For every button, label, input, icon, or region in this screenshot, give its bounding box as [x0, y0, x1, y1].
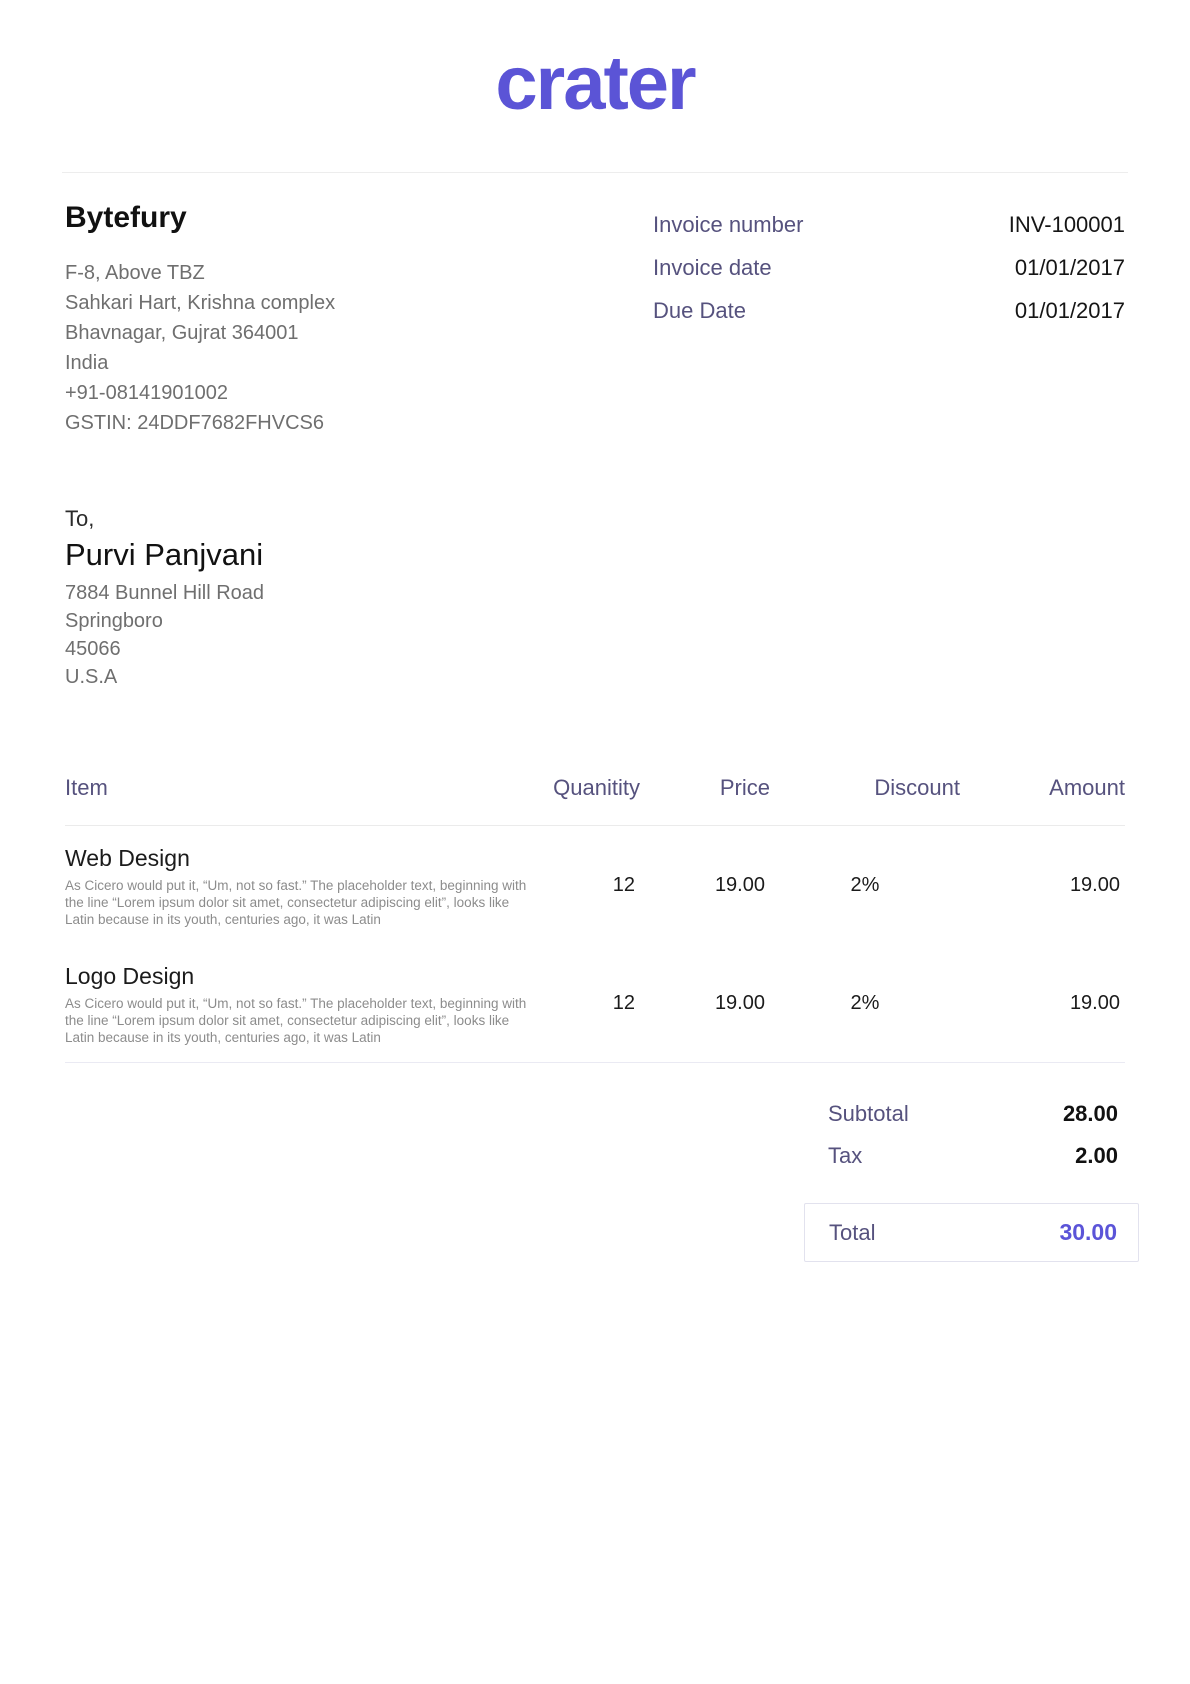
subtotal-value: 28.00	[1062, 1101, 1118, 1126]
logo-container	[0, 40, 1190, 130]
company-address	[65, 258, 653, 438]
item-cell	[65, 843, 535, 928]
company-block	[65, 200, 653, 438]
tax-label: Tax	[828, 1143, 863, 1168]
items-table-header	[65, 773, 1125, 826]
item-discount: 2%	[850, 992, 880, 1014]
company-gstin: GSTIN: 24DDF7682FHVCS6	[65, 412, 324, 434]
customer-address-line: 7884 Bunnel Hill Road	[65, 582, 265, 604]
invoice-number-row	[653, 210, 1125, 240]
customer-name: Purvi Panjvani	[65, 537, 264, 572]
customer-address	[65, 579, 1125, 691]
subtotal-label: Subtotal	[828, 1101, 909, 1126]
company-address-line: Sahkari Hart, Krishna complex	[65, 292, 336, 314]
tax-row	[828, 1141, 1125, 1171]
tax-value: 2.00	[1075, 1143, 1118, 1168]
item-price: 19.00	[714, 992, 765, 1014]
subtotal-row	[828, 1099, 1125, 1129]
item-amount: 19.00	[1069, 992, 1120, 1014]
grand-total-box	[804, 1203, 1139, 1262]
item-name: Logo Design	[65, 963, 195, 989]
company-address-line: Bhavnagar, Gujrat 364001	[65, 322, 299, 344]
invoice-date-row	[653, 253, 1125, 283]
bill-to-block	[65, 503, 1125, 691]
column-header-item: Item	[65, 775, 108, 800]
company-phone: +91-08141901002	[65, 382, 228, 404]
column-header-quantity: Quanitity	[553, 775, 640, 800]
bill-to-salutation: To,	[65, 506, 95, 531]
customer-address-line: U.S.A	[65, 666, 118, 688]
customer-address-line: 45066	[65, 638, 121, 660]
item-quantity: 12	[612, 874, 635, 896]
table-row	[65, 826, 1125, 944]
company-address-line: India	[65, 352, 109, 374]
due-date-row	[653, 296, 1125, 326]
invoice-number-value: INV-100001	[1008, 212, 1125, 237]
column-header-amount: Amount	[1049, 775, 1125, 800]
items-table	[65, 773, 1125, 1063]
invoice-meta-block	[653, 200, 1125, 438]
info-section	[65, 200, 1125, 438]
crater-logo: crater	[495, 41, 695, 126]
invoice-date-label: Invoice date	[653, 255, 772, 280]
item-cell	[65, 961, 535, 1046]
invoice-date-value: 01/01/2017	[1014, 255, 1125, 280]
due-date-value: 01/01/2017	[1014, 298, 1125, 323]
company-address-line: F-8, Above TBZ	[65, 262, 205, 284]
table-row	[65, 944, 1125, 1062]
totals-block	[828, 1099, 1125, 1262]
item-quantity: 12	[612, 992, 635, 1014]
item-name: Web Design	[65, 845, 190, 871]
column-header-price: Price	[719, 775, 770, 800]
item-discount: 2%	[850, 874, 880, 896]
item-price: 19.00	[714, 874, 765, 896]
header-divider	[62, 172, 1128, 173]
due-date-label: Due Date	[653, 298, 746, 323]
grand-total-label: Total	[829, 1220, 876, 1245]
item-amount: 19.00	[1069, 874, 1120, 896]
item-description: As Cicero would put it, “Um, not so fast.” The placeholder text, beginning with the line “Lorem ipsum dolor sit amet, consectetur adipiscing elit”, looks like Latin because in its youth, centuries ago, it was Latin	[65, 996, 527, 1045]
company-name: Bytefury	[65, 201, 187, 234]
customer-address-line: Springboro	[65, 610, 163, 632]
column-header-discount: Discount	[874, 775, 960, 800]
grand-total-value: 30.00	[1059, 1219, 1117, 1245]
item-description: As Cicero would put it, “Um, not so fast.” The placeholder text, beginning with the line “Lorem ipsum dolor sit amet, consectetur adipiscing elit”, looks like Latin because in its youth, centuries ago, it was Latin	[65, 878, 527, 927]
invoice-content	[0, 200, 1190, 1262]
items-bottom-divider	[65, 1062, 1125, 1063]
invoice-number-label: Invoice number	[653, 212, 804, 237]
